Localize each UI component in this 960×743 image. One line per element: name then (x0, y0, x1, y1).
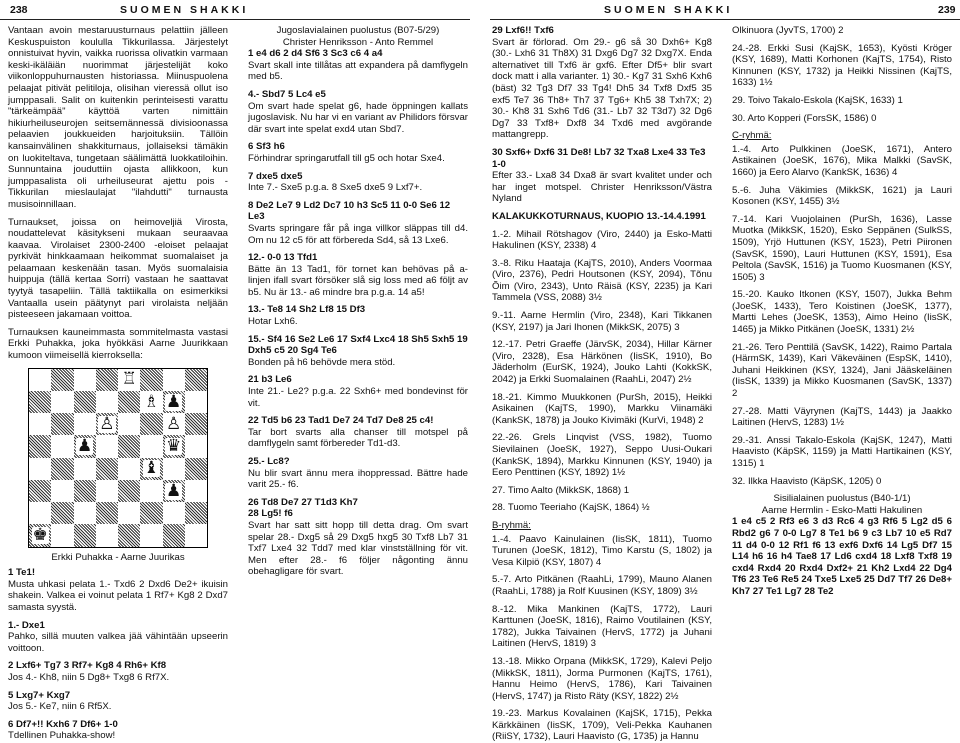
move-line: 25.- Lc8? (248, 456, 290, 467)
result-line: Olkinuora (JyvTS, 1700) 2 (732, 25, 844, 36)
board-square (74, 480, 96, 502)
board-square (74, 502, 96, 524)
board-square (163, 458, 185, 480)
column-2 (248, 25, 468, 665)
result-line: 7.-14. Kari Vuojolainen (PurSh, 1636), Lasse Muotka (MikkSK, 1520), Esko Seppänen (SulkSS, 1509), Yrjö Huttunen (KSY, 1523), Petri Piironen (SavSK, 1590), Lauri Huttunen (KSY, 1591), Esa Peltola (SavSK, 1516) ja Tuomo Kuosmanen (KSY, 1505) 3 (732, 213, 952, 283)
header-rule-right (490, 19, 960, 20)
board-square (140, 524, 162, 546)
result-line: 12.-17. Petri Graeffe (JärvSK, 2034), Hillar Kärner (Viro, 2328), Esa Härkönen (IisSK, 1910), Bo Jäderholm (EurSK, 1924), Jouko Lahti (KokkSK, 2042) ja Erkki Suomalainen (RaahLi, 2047) 2½ (492, 339, 712, 386)
board-square (140, 369, 162, 391)
board-square (29, 524, 51, 546)
move-line: 28 Lg5! f6 (248, 508, 293, 520)
intro-paragraph: Vantaan avoin mestaruusturnaus pelattiin jälleen Keskuspuiston koululla Tikkurilassa. Järjestelyt onnistuivat hyvin, vaikka ruorissa olivatkin varmaan keski-ikäläiän nuorimmat järjestelijät koko viikonloppuhurnausten historiassa. Miinuspuolena pelaajat pitivät pelitiloja, olisihan vieressä ollut iso jumppasali. Salit on kuitenkin perinteisesti varattu "tärkeämpää" käyttöä varten nimittäin hikiurheiluseurojen seitsemännessä divisioonassa pelaavien joukkueiden harjoituksiin. Tällöin kansainvälinen shakkiturnaus, jollaiseksi tämäkin on luokiteltava, tungetaan säälimättä luokkatiloihin. Sunnuntaina jouduttiin ojasta allikkoon, kun jumppasalista oli urheiluseurat ajettu pois - Tikkurilan mieslaulajat "ilahdutti" turnausta musisoinnillaan. (8, 25, 228, 210)
board-square (51, 391, 73, 413)
result-line: 13.-18. Mikko Orpana (MikkSK, 1729), Kalevi Peljo (MikkSK, 1811), Jorma Purmonen (KajTS, 1761), Hannu Heimo (HervS, 1786), Kari Taivainen (HervS, 1747) ja Risto Räty (KSY, 1822) 2½ (492, 655, 712, 702)
chess-piece: ♖ (121, 369, 137, 390)
result-line: 5.-6. Juha Väkimies (MikkSK, 1621) ja Lauri Kosonen (KSY, 1455) 3½ (732, 184, 952, 208)
board-square (118, 480, 140, 502)
board-square (185, 369, 207, 391)
commentary: Svart har satt sitt hopp till detta drag. Om svart spelar 28.- Dxg5 så 29 Dxg5 hxg5 30 Txf8 Lb7 31 Txf7 Lxe4 32 Tdd7 med klar vinstställning för vit. Men efter 28.- f6 följer någonting ännu obehagligare för svart. (248, 519, 468, 578)
move-line: 2 Lxf6+ Tg7 3 Rf7+ Kg8 4 Rh6+ Kf8 (8, 660, 167, 672)
board-square (163, 369, 185, 391)
chess-piece: ♟ (166, 391, 182, 412)
left-page-number: 238 (10, 4, 28, 16)
commentary: Bonden på h6 behövde mera stöd. (248, 356, 396, 368)
board-square (163, 413, 185, 435)
board-square (118, 369, 140, 391)
board-square (163, 480, 185, 502)
board-square (140, 480, 162, 502)
chess-piece: ♙ (166, 413, 182, 434)
commentary: Musta uhkasi pelata 1.- Txd6 2 Dxd6 De2+ ikuisin shakein. Valkea ei voinut pelata 1 Rf7+ Kg8 2 Dxd7 samasta syystä. (8, 578, 228, 613)
column-4 (732, 25, 952, 665)
move-line: 30 Sxf6+ Dxf6 31 De8! Lb7 32 Txa8 Lxe4 33 Te3 1-0 (492, 146, 706, 170)
result-line: 9.-11. Aarne Hermlin (Viro, 2348), Kari Tikkanen (KSY, 2197) ja Jari Ihonen (MikkSK, 2075) 3 (492, 310, 712, 333)
board-square (118, 458, 140, 480)
result-line: 18.-21. Kimmo Muukkonen (PurSh, 2015), Heikki Asikainen (KajTS, 1990), Markku Viinamäki (KankSK, 1878) ja Jouko Kivimäki (KurVi, 1948) 2 (492, 391, 712, 426)
board-square (163, 391, 185, 413)
commentary: Tar bort svarts alla chanser till motspel på damflygeln samt förbereder Td1-d3. (248, 426, 468, 450)
tournament-heading: KALAKUKKOTURNAUS, KUOPIO 13.-14.4.1991 (492, 210, 706, 222)
commentary: Pahko, sillä muuten valkea jää vähintään upseerin voittoon. (8, 631, 228, 654)
board-square (185, 435, 207, 457)
board-square (185, 480, 207, 502)
board-square (74, 413, 96, 435)
chess-piece: ♟ (166, 480, 182, 501)
result-line: 27. Timo Aalto (MikkSK, 1868) 1 (492, 484, 630, 496)
commentary: Jos 5.- Ke7, niin 6 Rf5X. (8, 701, 112, 713)
opening-title: Jugoslavialainen puolustus (B07-5/29) (276, 25, 440, 36)
board-square (96, 435, 118, 457)
game-moves: 1 e4 c5 2 Rf3 e6 3 d3 Rc6 4 g3 Rf6 5 Lg2 d5 6 Rbd2 g6 7 0-0 Lg7 8 Te1 b6 9 c3 Lb7 10 e5 Rd7 11 d4 0-0 12 Rf1 f6 13 exf6 Dxf6 14 Lg5 Df7 15 L14 h6 16 h4 Tae8 17 Ld6 cxd4 18 Lxf8 Txf8 19 cxd4 Rxd4 20 Rxd4 Dxf2+ 21 Kh2 Lxd4 22 Dg4 Tf6 23 Te6 Re5 24 Txe5 Lxe5 25 Dd7 Tf7 26 De8+ Kh7 27 Te1 Lg7 28 Te2 (732, 516, 952, 597)
opening-title: Sisilialainen puolustus (B40-1/1) (773, 493, 911, 505)
move-line: 8 De2 Le7 9 Ld2 Dc7 10 h3 Sc5 11 0-0 Se6 12 Le3 (248, 199, 451, 223)
board-square (96, 458, 118, 480)
board-square (96, 480, 118, 502)
board-square (96, 369, 118, 391)
right-running-title: SUOMEN SHAKKI (604, 4, 733, 16)
board-square (51, 458, 73, 480)
board-square (29, 391, 51, 413)
board-square (51, 502, 73, 524)
board-square (140, 435, 162, 457)
column-3 (492, 25, 712, 743)
board-square (185, 458, 207, 480)
result-line: 29. Toivo Takalo-Eskola (KajSK, 1633) 1 (732, 94, 903, 106)
board-square (51, 369, 73, 391)
page-header (0, 4, 960, 20)
board-square (51, 413, 73, 435)
board-square (163, 524, 185, 546)
board-square (74, 435, 96, 457)
result-line: 8.-12. Mika Mankinen (KajTS, 1772), Lauri Karttunen (JoeSK, 1816), Raimo Voutilainen (KSY, 1782), Jukka Taivainen (HervS, 1772) ja Juhani Laitinen (HervS, 1819) 3 (492, 603, 712, 650)
board-square (118, 435, 140, 457)
result-line: 24.-28. Erkki Susi (KajSK, 1653), Kyösti Kröger (KSY, 1689), Matti Korhonen (KajTS, 1754), Risto Kinnunen (KSY, 1732) ja Heikki Nissinen (KajTS, 1633) 1½ (732, 42, 952, 89)
board-square (163, 435, 185, 457)
commentary: Nu blir svart ännu mera ihoppressad. Bättre hade varit 25.- f6. (248, 467, 468, 491)
commentary: Om svart hade spelat g6, hade öppningen kallats jugoslavisk. Nu har vi en variant av Philidors försvar där svart inte spelat exd4 utan Sbd7. (248, 100, 468, 135)
commentary: Inte 21.- Le2? p.g.a. 22 Sxh6+ med bondevinst för vit. (248, 386, 468, 409)
board-square (74, 369, 96, 391)
board-square (74, 391, 96, 413)
result-line: 3.-8. Riku Haataja (KajTS, 2010), Anders Voormaa (Viro, 2376), Pedri Houtsonen (KSY, 2094), Tõnu Õim (Viro, 2343), Unto Räisä (KSY, 2235) ja Kari Tammela (VSS, 2088) 3½ (492, 257, 712, 304)
result-line: 19.-23. Markus Kovalainen (KajSK, 1715), Pekka Kärkkäinen (IisSK, 1709), Veli-Pekka Kauhanen (RiiSY, 1732), Lauri Haavisto (G, 1735) ja Hannu (492, 708, 712, 743)
board-square (96, 391, 118, 413)
result-line: 5.-7. Arto Pitkänen (RaahLi, 1799), Mauno Alanen (RaahLi, 1788) ja Rolf Kuusinen (KSY, 1809) 3½ (492, 574, 712, 597)
puhakka-intro-paragraph: Turnauksen kauneimmasta sommitelmasta vastasi Erkki Puhakka, joka hyökkäsi Aarne Juurikkaan kumoon viimeisellä kierroksella: (8, 326, 228, 362)
board-square (29, 435, 51, 457)
result-line: 30. Arto Kopperi (ForsSK, 1586) 0 (732, 112, 877, 124)
header-rule-left (0, 19, 470, 20)
board-square (118, 524, 140, 546)
board-square (29, 458, 51, 480)
chess-diagram (28, 368, 208, 564)
chess-piece: ♙ (99, 413, 115, 434)
result-line: 15.-20. Kauko Itkonen (KSY, 1507), Jukka Behm (JoeSK, 1433), Tero Koistinen (JoeSK, 1377), Martti Lehes (JoeSK, 1353), Aimo Heino (IisSK, 1465) ja Mikko Pitkänen (JoeSK, 1331) 2½ (732, 289, 952, 336)
board-square (29, 502, 51, 524)
move-line: 22 Td5 b6 23 Tad1 De7 24 Td7 De8 25 c4! (248, 415, 434, 427)
board-square (140, 458, 162, 480)
right-page-number: 239 (938, 4, 956, 16)
game-players: Christer Henriksson - Anto Remmel (282, 36, 434, 48)
commentary: Förhindrar springarutfall till g5 och hotar Sxe4. (248, 152, 445, 164)
commentary: Jos 4.- Kh8, niin 5 Dg8+ Txg8 6 Rf7X. (8, 671, 170, 683)
result-line: 32. Ilkka Haavisto (KäpSK, 1205) 0 (732, 475, 882, 487)
chess-board (28, 368, 208, 548)
move-line: 6 Sf3 h6 (248, 141, 285, 153)
move-line: 7 dxe5 dxe5 (248, 170, 303, 182)
board-square (29, 480, 51, 502)
board-square (51, 480, 73, 502)
board-square (163, 502, 185, 524)
move-line: 12.- 0-0 13 Tfd1 (248, 252, 318, 264)
chess-piece: ♗ (143, 391, 159, 412)
board-square (118, 502, 140, 524)
board-square (185, 391, 207, 413)
move-line: 1.- Dxe1 (8, 619, 45, 631)
board-square (185, 502, 207, 524)
diagram-caption: Erkki Puhakka - Aarne Juurikas (51, 551, 185, 563)
move-line: 13.- Te8 14 Sh2 Lf8 15 Df3 (248, 304, 366, 316)
result-line: 1.-4. Paavo Kainulainen (IisSK, 1811), Tuomo Turunen (JoeSK, 1812), Timo Karstu (S, 1802) ja Vesa Kilpiö (KSY, 1807) 4 (492, 533, 712, 568)
board-square (140, 413, 162, 435)
board-square (96, 413, 118, 435)
board-square (96, 524, 118, 546)
board-square (74, 458, 96, 480)
move-line: 29 Lxf6!! Txf6 (492, 25, 554, 36)
move-line: 5 Lxg7+ Kxg7 (8, 689, 71, 701)
move-line: 1 e4 d6 2 d4 Sf6 3 Sc3 c6 4 a4 (248, 48, 383, 60)
commentary: Efter 33.- Lxa8 34 Dxa8 är svart kvalitet under och har inget motspel. Christer Henriksson/Västra Nyland (492, 170, 712, 205)
left-running-title: SUOMEN SHAKKI (120, 4, 249, 16)
group-c-heading: C-ryhmä: (732, 130, 772, 142)
result-line: 1.-4. Arto Pulkkinen (JoeSK, 1671), Antero Astikainen (JoeSK, 1676), Mika Malkki (SavSK, 1660) ja Eero Alarvo (KankSK, 1636) 4 (732, 143, 952, 178)
chess-piece: ♝ (143, 458, 159, 479)
commentary: Inte 7.- Sxe5 p.g.a. 8 Sxe5 dxe5 9 Lxf7+. (248, 182, 423, 194)
chess-piece: ♟ (77, 436, 93, 456)
result-line: 22.-26. Grels Linqvist (VSS, 1982), Tuomo Sievilainen (JoeSK, 1927), Seppo Uusi-Oukari (KankSK, 1894), Markku Kinnunen (KSY, 1940) ja Eero Penttinen (KSY, 1892) 1½ (492, 432, 712, 479)
result-line: 21.-26. Tero Penttilä (SavSK, 1422), Raimo Partala (HärmSK, 1439), Kari Väkeväinen (EspSK, 1410), Juhani Heikkinen (KSY, 1324), Jani Jääskeläinen (IisSK, 1339) ja Mikko Kuosmanen (SavSK, 1337) 2 (732, 341, 952, 400)
move-line: 15.- Sf4 16 Se2 Le6 17 Sxf4 Lxc4 18 Sh5 Sxh5 19 Dxh5 c5 20 Sg4 Te6 (248, 333, 468, 357)
chess-piece: ♛ (166, 436, 182, 456)
result-line: 27.-28. Matti Väyrynen (KajTS, 1443) ja Jaakko Laitinen (HervS, 1283) 1½ (732, 405, 952, 429)
move-line: 1 Te1! (8, 567, 36, 579)
column-1 (8, 25, 228, 742)
board-square (96, 502, 118, 524)
board-square (74, 524, 96, 546)
chess-piece: ♚ (32, 525, 48, 545)
result-line: 1.-2. Mihail Rötshagov (Viro, 2440) ja Esko-Matti Hakulinen (KSY, 2338) 4 (492, 228, 712, 252)
commentary: Bätte än 13 Tad1, för tornet kan behövas på a-linjen ifall svart försöker slå sig loss med a6 följt av b5. Nu är 13.- a6 mindre bra p.g.a. 14 a5! (248, 263, 468, 298)
board-square (118, 413, 140, 435)
commentary: Svart är förlorad. Om 29.- g6 så 30 Dxh6+ Kg8 (30.- Lxh6 31 Th8X) 31 Dxg6 Dg7 32 Dxg7X. Enda alternativet till Txf6 är gxf6. Efter Df5+ blir svart dock matt i alla varianter. 1) 30.- Kg7 31 Sxh6 Kxh6 (bäst) 32 Tg3 Df7 33 Tg4! Dh5 34 Txf8 Dxf5 35 exf5 Te7 36 Th8+ Th7 37 Tg6+ Kh5 38 Txh7X; 2) 30.- Kh8 31 Sxh6 Td6 (31.- Lb7 32 T3d7) 32 Dg6 Dg7 33 Txf8+ Dxf8 34 Txd6 med avgörande mattangrepp. (492, 36, 712, 141)
board-square (140, 391, 162, 413)
move-line: 26 Td8 De7 27 T1d3 Kh7 (248, 496, 358, 508)
move-line: 6 Df7+!! Kxh6 7 Df6+ 1-0 (8, 718, 118, 730)
board-square (140, 502, 162, 524)
board-square (185, 413, 207, 435)
board-square (29, 413, 51, 435)
move-line: 4.- Sbd7 5 Lc4 e5 (248, 88, 326, 100)
virolaiset-paragraph: Turnaukset, joissa on heimoveljiä Virosta, noudattelevat käsitykseni mukaan seuraavaa kaavaa. Virolaiset 2300-2400 -eloiset pelaajat pyrkivät hinkkaamaan heikommat suomalaiset ja pelaamaan keskenään tasan. Myös suomalaisia huippuja (tällä kertaa Sorri) vastaan he saattavat tyytyä tasapeliin. Tällä taktiikalla on esimerkiksi Vantaalla usein päätynyt pari virolaista neljään pisteeseen jakamaan voittoa. (8, 216, 228, 321)
board-square (51, 435, 73, 457)
commentary: Tdellinen Puhakka-show! (8, 730, 116, 742)
board-square (51, 524, 73, 546)
board-square (29, 369, 51, 391)
result-line: 29.-31. Anssi Takalo-Eskola (KajSK, 1247), Matti Haavisto (KäpSK, 1159) ja Matti Hartikainen (KSY, 1315) 1 (732, 434, 952, 469)
commentary: Svarts springare får på inga villkor släppas till d4. Om nu 12 c5 för att förbereda Sd4, så 13 Lxe6. (248, 222, 468, 246)
move-line: 21 b3 Lе6 (248, 374, 292, 386)
game-players: Aarne Hermlin - Esko-Matti Hakulinen (761, 504, 923, 516)
commentary: Hotar Lxh6. (248, 316, 298, 328)
board-square (185, 524, 207, 546)
commentary: Svart skall inte tillåtas att expandera på damflygeln med b5. (248, 59, 468, 83)
group-b-heading: B-ryhmä: (492, 519, 531, 531)
board-square (118, 391, 140, 413)
result-line: 28. Tuomo Teeriaho (KajSK, 1864) ½ (492, 502, 650, 514)
